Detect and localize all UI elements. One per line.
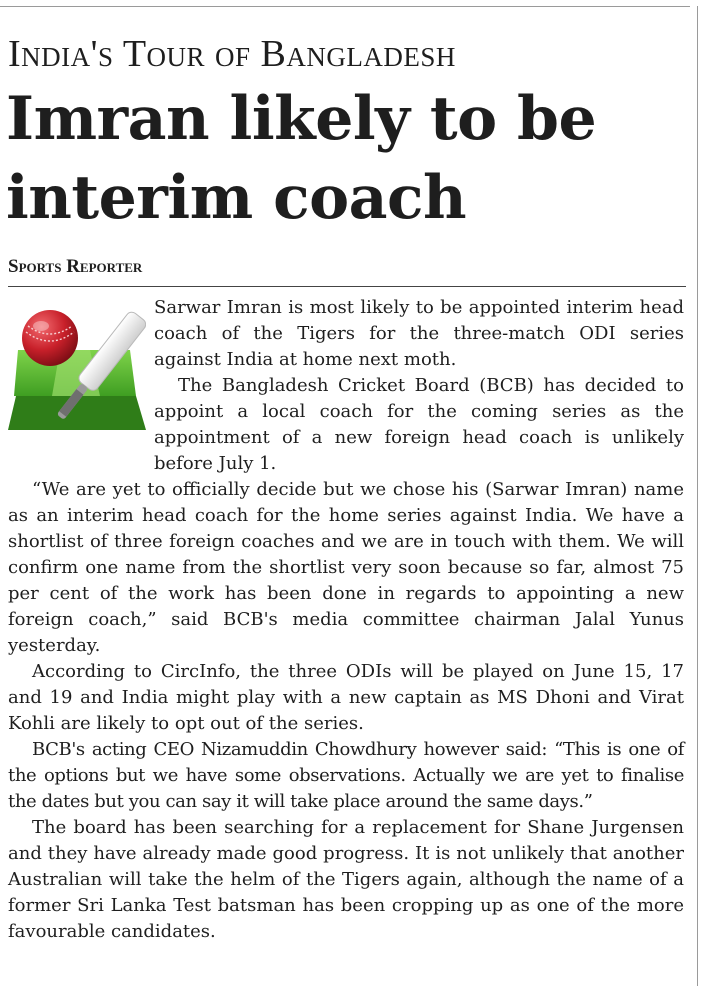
paragraph: The Bangladesh Cricket Board (BCB) has decided to appoint a local coach for the coming series as the appointment of a new foreign head coach is unlikely before July 1. xyxy=(154,375,684,474)
article-kicker: India's Tour of Bangladesh xyxy=(8,33,456,75)
paragraph: The board has been searching for a replacement for Shane Jurgensen and they have already made good progress. It is not unlikely that another Australian will take the helm of the Tigers again, although the name of a former Sri Lanka Test batsman has been cropping up as one of the more favourable candidates. xyxy=(8,817,684,942)
paragraph: “We are yet to officially decide but we chose his (Sarwar Imran) name as an interim head coach for the home series against India. We have a shortlist of three foreign coaches and we are in touch with them. We will confirm one name from the shortlist very soon because so far, almost 75 per cent of the work has been done in regards to appointing a new foreign coach,” said BCB's media committee chairman Jalal Yunus yesterday. xyxy=(8,479,684,656)
article-byline: Sports Reporter xyxy=(8,256,143,277)
paragraph: According to CircInfo, the three ODIs will be played on June 15, 17 and 19 and India might play with a new captain as MS Dhoni and Virat Kohli are likely to opt out of the series. xyxy=(8,661,684,734)
image-wrap-space xyxy=(8,295,154,457)
page-border-top xyxy=(0,6,690,7)
paragraph: BCB's acting CEO Nizamuddin Chowdhury however said: “This is one of the options but we have some observations. Actually we are yet to finalise the dates but you can say it will take place around the same days.” xyxy=(8,739,684,812)
article-body xyxy=(8,295,684,945)
byline-rule xyxy=(8,286,686,287)
paragraph: Sarwar Imran is most likely to be appointed interim head coach of the Tigers for the three-match ODI series against India at home next moth. xyxy=(154,297,684,370)
column-divider xyxy=(697,6,698,986)
article-headline: Imran likely to be interim coach xyxy=(6,84,597,233)
